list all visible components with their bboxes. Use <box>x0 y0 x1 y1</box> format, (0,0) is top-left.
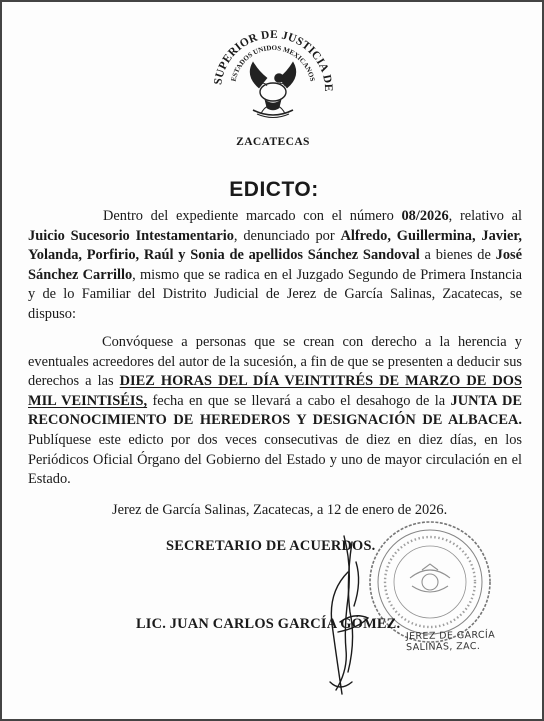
paragraph-2 <box>28 333 522 490</box>
paragraph-1 <box>28 207 522 325</box>
p1-text-2: , relativo al <box>448 208 522 224</box>
eagle-seal-icon <box>201 14 345 158</box>
p2-text-1: Convóquese a personas que se crean con derecho a la herencia y eventuales acreedores del autor de la sucesión, a fin de que se presenten a deducir sus derechos a las <box>28 334 522 390</box>
claimants: Alfredo, Guillermina, Javier, Yolanda, Porfirio, Raúl y Sonia de apellidos Sánchez Sandoval <box>28 227 523 264</box>
seal-bottom-text: ZACATECAS <box>236 136 310 148</box>
p1-text-1: Dentro del expediente marcado con el número <box>103 208 402 224</box>
trial-type: Juicio Sucesorio Intestamentario <box>28 227 234 244</box>
p2-text-3: Publíquese este edicto por dos veces consecutivas de diez en diez días, en los Periódicos Oficial Órgano del Gobierno del Estado y uno de mayor circulación en el Estado. <box>28 431 522 488</box>
signer-name: LIC. JUAN CARLOS GARCÍA GÓMEZ. <box>136 616 401 632</box>
seal-inner-text: ESTADOS UNIDOS MEXICANOS <box>229 43 317 83</box>
place-date: Jerez de García Salinas, Zacatecas, a 12 de enero de 2026. <box>112 502 448 518</box>
stamp-caption: JEREZ DE GARCÍA SALINAS, ZAC. <box>405 629 496 654</box>
p1-text-3: , denunciado por <box>233 227 341 244</box>
p1-text-5: , mismo que se radica en el Juzgado Segundo de Primera Instancia y de lo Familiar del Distrito Judicial de Jerez de García Salinas, Zacatecas, se dispuso: <box>28 266 522 322</box>
deceased-name: José Sánchez Carrillo <box>28 247 523 283</box>
p2-text-2: fecha en que se llevará a cabo el desahogo de la <box>147 392 451 409</box>
page-title: EDICTO: <box>229 178 319 201</box>
hearing-name: JUNTA DE RECONOCIMIENTO DE HEREDEROS Y DESIGNACIÓN DE ALBACEA. <box>28 392 522 429</box>
p1-text-4: a bienes de <box>419 247 496 264</box>
tribunal-seal <box>201 14 345 158</box>
hearing-date: DIEZ HORAS DEL DÍA VEINTITRÉS DE MARZO DE DOS MIL VEINTISÉIS, <box>28 373 523 409</box>
secretary-label: SECRETARIO DE ACUERDOS. <box>166 538 376 554</box>
seal-outer-text: SUPERIOR DE JUSTICIA DE <box>212 28 335 93</box>
case-number: 08/2026 <box>401 208 449 224</box>
